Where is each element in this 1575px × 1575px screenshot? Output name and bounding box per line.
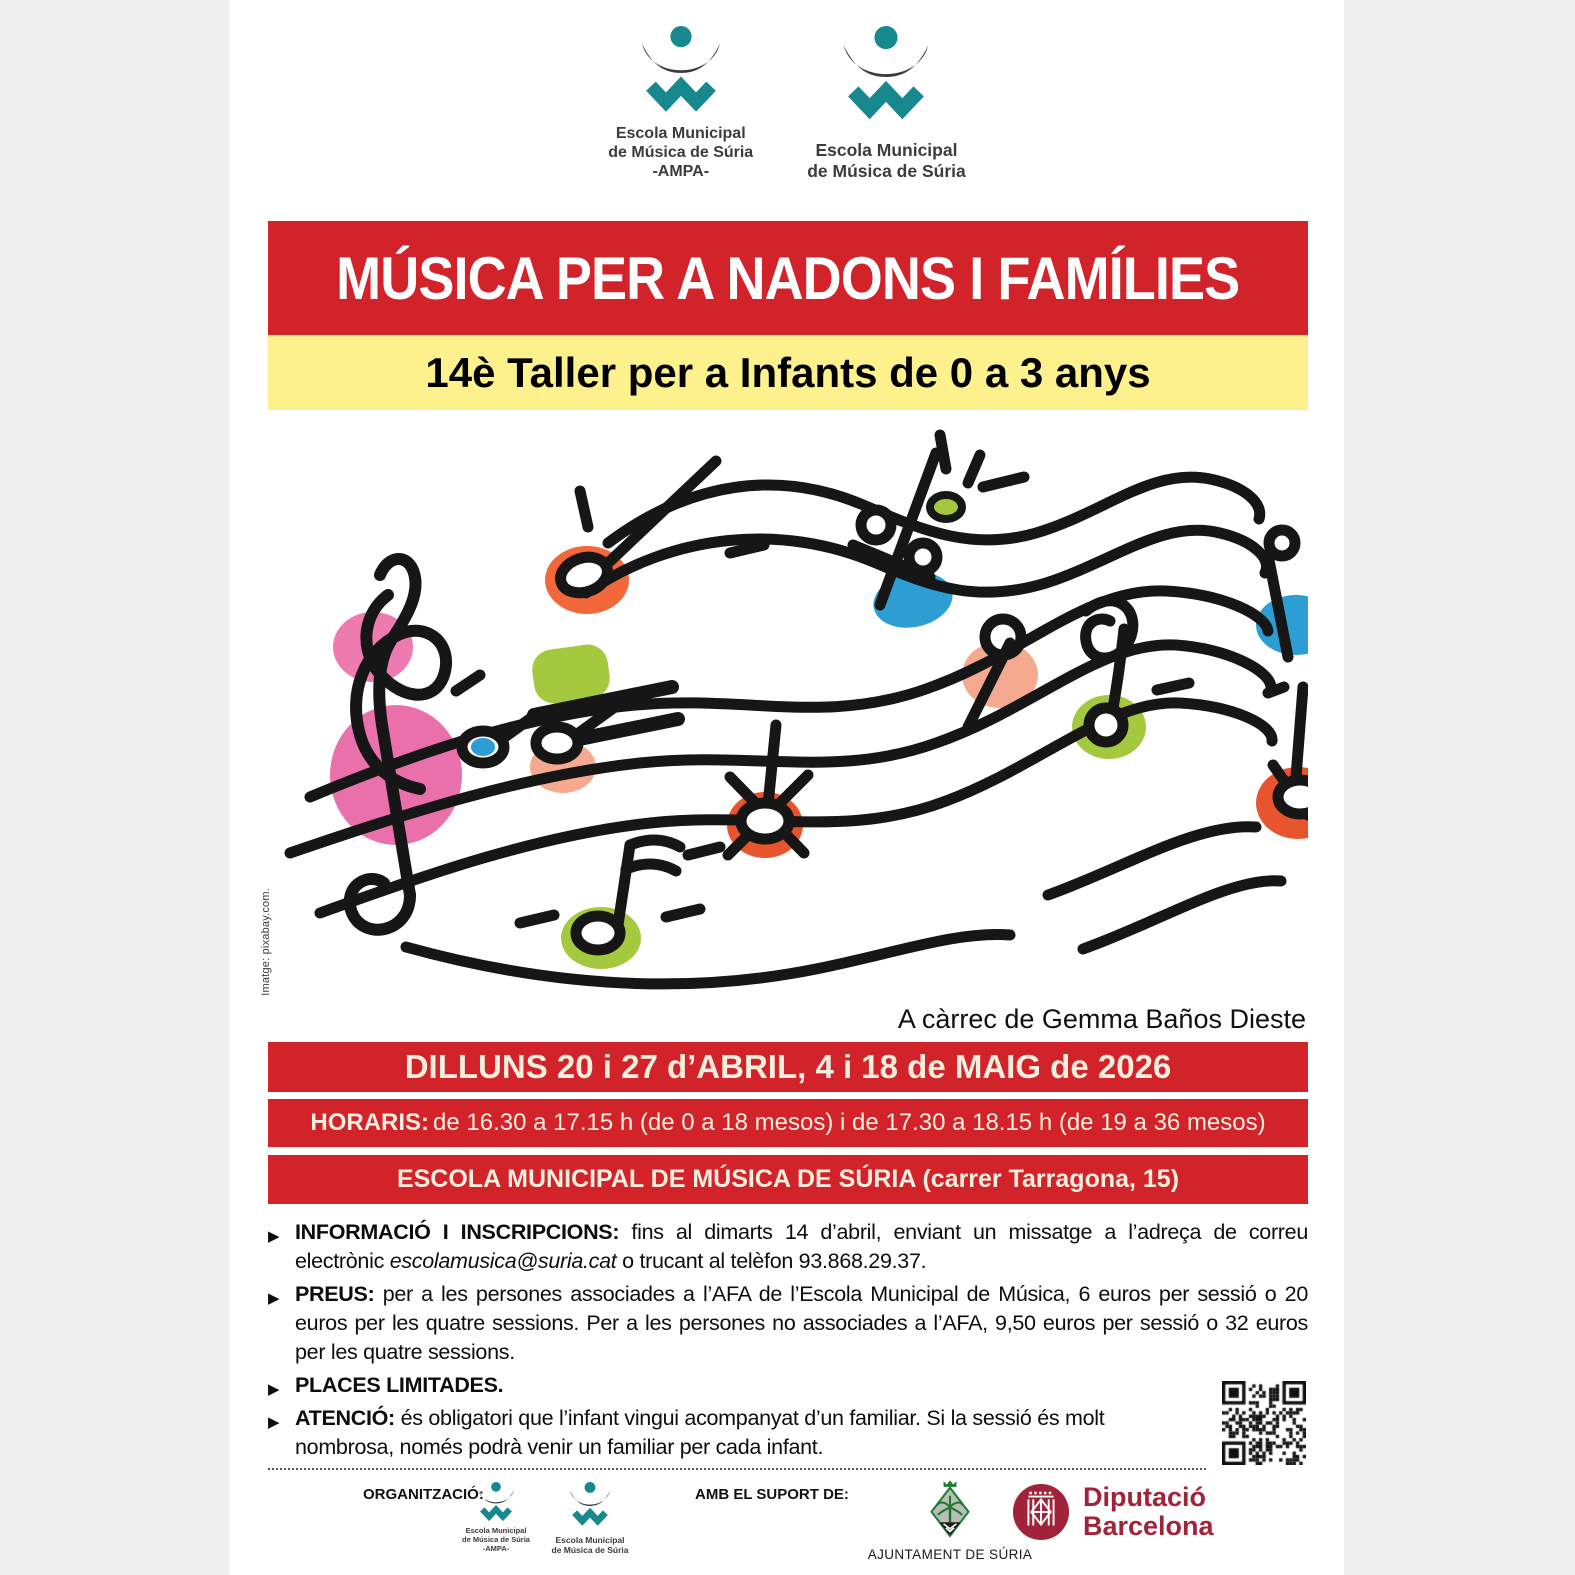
diputacio-name [1083,1483,1214,1541]
footer-logo-ampa-text [462,1526,530,1553]
bullet-arrow-icon: ▶ [268,1228,280,1245]
poster [230,0,1344,1575]
footer-logo-school-text [552,1535,629,1555]
logo-text-line: -AMPA- [482,1544,510,1553]
diputacio-logo-icon [1012,1483,1070,1541]
logo-text-line: Escola Municipal [615,125,746,142]
dates-banner [268,1042,1308,1092]
location-banner [268,1155,1308,1204]
poster-subtitle: 14è Taller per a Infants de 0 a 3 anys [425,348,1151,396]
bullet-preus-label: PREUS: [295,1282,375,1306]
escola-musica-logo-icon [631,26,731,118]
bullet-atencio [268,1404,1155,1462]
footer-logo-school [544,1482,636,1555]
logo-school-text [807,140,966,182]
schedule-banner [268,1099,1308,1147]
bullet-atencio-text: és obligatori que l’infant vingui acompanyat d’un familiar. Si la sessió és molt nombrosa, només podrà venir un familiar per cada infant. [295,1406,1105,1459]
diputacio-barcelona-logo [1012,1483,1214,1541]
poster-title: MÚSICA PER A NADONS I FAMÍLIES [336,244,1240,312]
diputacio-line: Diputació [1083,1482,1207,1512]
bullet-info-text-after: o trucant al telèfon 93.868.29.37. [616,1249,927,1273]
email-address: escolamusica@suria.cat [389,1249,617,1273]
escola-musica-logo-icon [830,26,942,126]
logo-text-line: Escola Municipal [465,1526,527,1535]
header-logos [230,26,1344,182]
logo-text-line: Escola Municipal [815,140,958,160]
organitzacio-label: ORGANITZACIÓ: [363,1486,484,1503]
diputacio-line: Barcelona [1083,1511,1214,1541]
bullet-arrow-icon: ▶ [268,1414,280,1431]
music-doodle-illustration [268,425,1308,1010]
escola-musica-logo-icon [473,1482,519,1524]
schedule-label: HORARIS: [310,1109,430,1136]
subtitle-banner [268,335,1308,410]
location-text: ESCOLA MUNICIPAL DE MÚSICA DE SÚRIA (carrer Tarragona, 15) [396,1165,1180,1193]
bullet-atencio-label: ATENCIÓ: [295,1406,395,1430]
bullet-info-label: INFORMACIÓ I INSCRIPCIONS: [295,1220,620,1244]
image-credit: Imatge: pixabay.com. [260,888,272,996]
ajuntament-name: AJUNTAMENT DE SÚRIA [867,1547,1033,1562]
bullet-preus [268,1280,1308,1367]
bullet-arrow-icon: ▶ [268,1290,280,1307]
bullet-places [268,1371,1308,1400]
logo-text-line: de Música de Súria [608,144,754,161]
footer-logo-ampa [454,1482,538,1553]
bullet-info-text: fins al dimarts 14 d’abril, enviant un missatge a l’adreça de correu electrònic [295,1220,1308,1273]
support-label: AMB EL SUPORT DE: [695,1486,849,1503]
schedule-text: de 16.30 a 17.15 h (de 0 a 18 mesos) i de 17.30 a 18.15 h (de 19 a 36 mesos) [433,1109,1266,1136]
logo-text-line: -AMPA- [652,163,710,180]
bullet-preus-text: per a les persones associades a l’AFA de l’Escola Municipal de Música, 6 euros per sessió o 20 euros per les quatre sessions. Per a les persones no associades a l’AFA, 9,50 euros per sessió o 32 euros per les quatre sessions. [295,1282,1308,1364]
logo-text-line: de Música de Súria [462,1535,530,1544]
logo-text-line: de Música de Súria [807,161,966,181]
dotted-divider [268,1468,1206,1470]
title-banner [268,221,1308,335]
bullet-info [268,1218,1308,1276]
bullet-arrow-icon: ▶ [268,1381,280,1398]
logo-escola-municipal [807,26,966,182]
bullet-places-label: PLACES LIMITADES. [295,1373,504,1397]
ajuntament-suria-logo-icon [923,1478,977,1544]
logo-ampa-text [608,124,753,181]
info-section [268,1218,1308,1466]
logo-escola-ampa [608,26,753,181]
dates-text: DILLUNS 20 i 27 d’ABRIL, 4 i 18 de MAIG de 2026 [404,1048,1172,1085]
logo-text-line: Escola Municipal [555,1535,625,1545]
escola-musica-logo-icon [564,1482,616,1529]
teacher-credit: A càrrec de Gemma Baños Dieste [897,1004,1306,1034]
logo-text-line: de Música de Súria [551,1545,629,1555]
qr-code [1222,1381,1306,1465]
